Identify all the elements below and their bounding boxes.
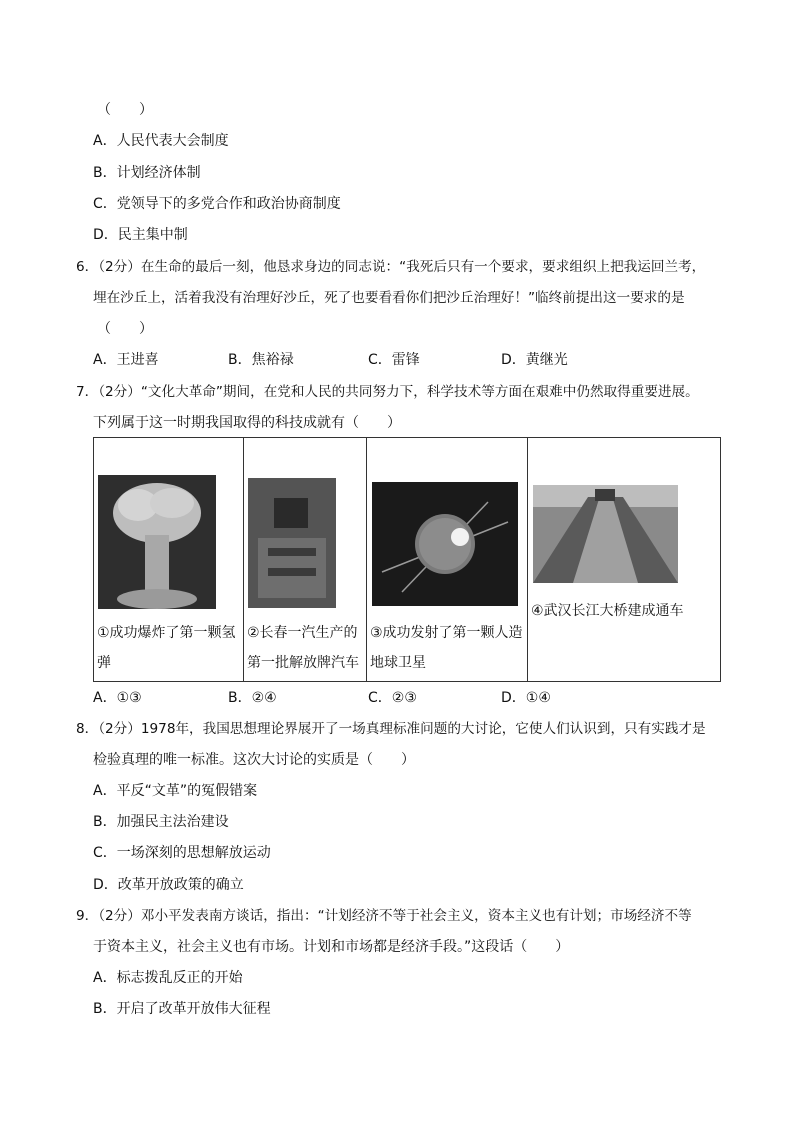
q7-stem-line2: 下列属于这一时期我国取得的科技成就有（ ） (93, 415, 401, 431)
q8-option-b[interactable]: B．加强民主法治建设 (93, 814, 229, 830)
q5-option-c[interactable]: C．党领导下的多党合作和政治协商制度 (93, 196, 341, 212)
q7-cell-2 (244, 438, 367, 682)
q7-caption-1: ①成功爆炸了第一颗氢弹 (97, 625, 236, 671)
q7-options (93, 688, 693, 708)
q8-option-a[interactable]: A．平反“文革”的冤假错案 (93, 783, 258, 799)
q5-option-d[interactable]: D．民主集中制 (93, 227, 188, 243)
q7-caption-2: ②长春一汽生产的第一批解放牌汽车 (247, 625, 359, 671)
q6-answer-paren: （ ） (97, 321, 153, 337)
q8-option-d[interactable]: D．改革开放政策的确立 (93, 877, 244, 893)
q9-option-a[interactable]: A．标志拨乱反正的开始 (93, 970, 243, 986)
q7-caption-4: ④武汉长江大桥建成通车 (531, 603, 684, 619)
q9-option-b[interactable]: B．开启了改革开放伟大征程 (93, 1001, 271, 1017)
q6-option-b[interactable]: B．焦裕禄 (228, 352, 294, 368)
q8-stem-line2: 检验真理的唯一标准。这次大讨论的实质是（ ） (93, 752, 415, 768)
q8-option-c[interactable]: C．一场深刻的思想解放运动 (93, 845, 271, 861)
satellite-photo (372, 482, 518, 606)
q6-stem-line1: 6．（2分）在生命的最后一刻，他恳求身边的同志说：“我死后只有一个要求，要求组织上把我运回兰考， (76, 259, 706, 275)
q7-stem-line1: 7．（2分）“文化大革命”期间，在党和人民的共同努力下，科学技术等方面在艰难中仍然取得重要进展。 (76, 384, 699, 400)
q6-stem-line2: 埋在沙丘上，活着我没有治理好沙丘，死了也要看看你们把沙丘治理好！”临终前提出这一要求的是 (93, 290, 685, 306)
q6-option-a[interactable]: A．王进喜 (93, 352, 159, 368)
q7-cell-3 (367, 438, 528, 682)
q7-image-table (93, 437, 721, 682)
q7-cell-1 (94, 438, 244, 682)
q5-option-a[interactable]: A．人民代表大会制度 (93, 133, 229, 149)
q8-stem-line1: 8．（2分）1978年，我国思想理论界展开了一场真理标准问题的大讨论，它使人们认识到，只有实践才是 (76, 721, 706, 737)
q6-option-d[interactable]: D．黄继光 (501, 352, 568, 368)
q7-caption-3: ③成功发射了第一颗人造地球卫星 (370, 625, 523, 671)
truck-crowd-photo (248, 478, 336, 608)
q5-answer-paren: （ ） (97, 102, 153, 118)
q7-option-a[interactable]: A．①③ (93, 690, 142, 706)
q5-option-b[interactable]: B．计划经济体制 (93, 165, 201, 181)
q7-option-d[interactable]: D．①④ (501, 690, 551, 706)
q7-cell-4 (528, 438, 721, 682)
q7-option-c[interactable]: C．②③ (368, 690, 417, 706)
q9-stem-line1: 9．（2分）邓小平发表南方谈话，指出：“计划经济不等于社会主义，资本主义也有计划；市场经济不等 (76, 908, 692, 924)
hydrogen-bomb-photo (98, 475, 216, 609)
q9-stem-line2: 于资本主义，社会主义也有市场。计划和市场都是经济手段。”这段话（ ） (93, 939, 570, 955)
q7-option-b[interactable]: B．②④ (228, 690, 277, 706)
yangtze-bridge-photo (533, 485, 678, 583)
q6-option-c[interactable]: C．雷锋 (368, 352, 420, 368)
q6-options (93, 350, 693, 370)
